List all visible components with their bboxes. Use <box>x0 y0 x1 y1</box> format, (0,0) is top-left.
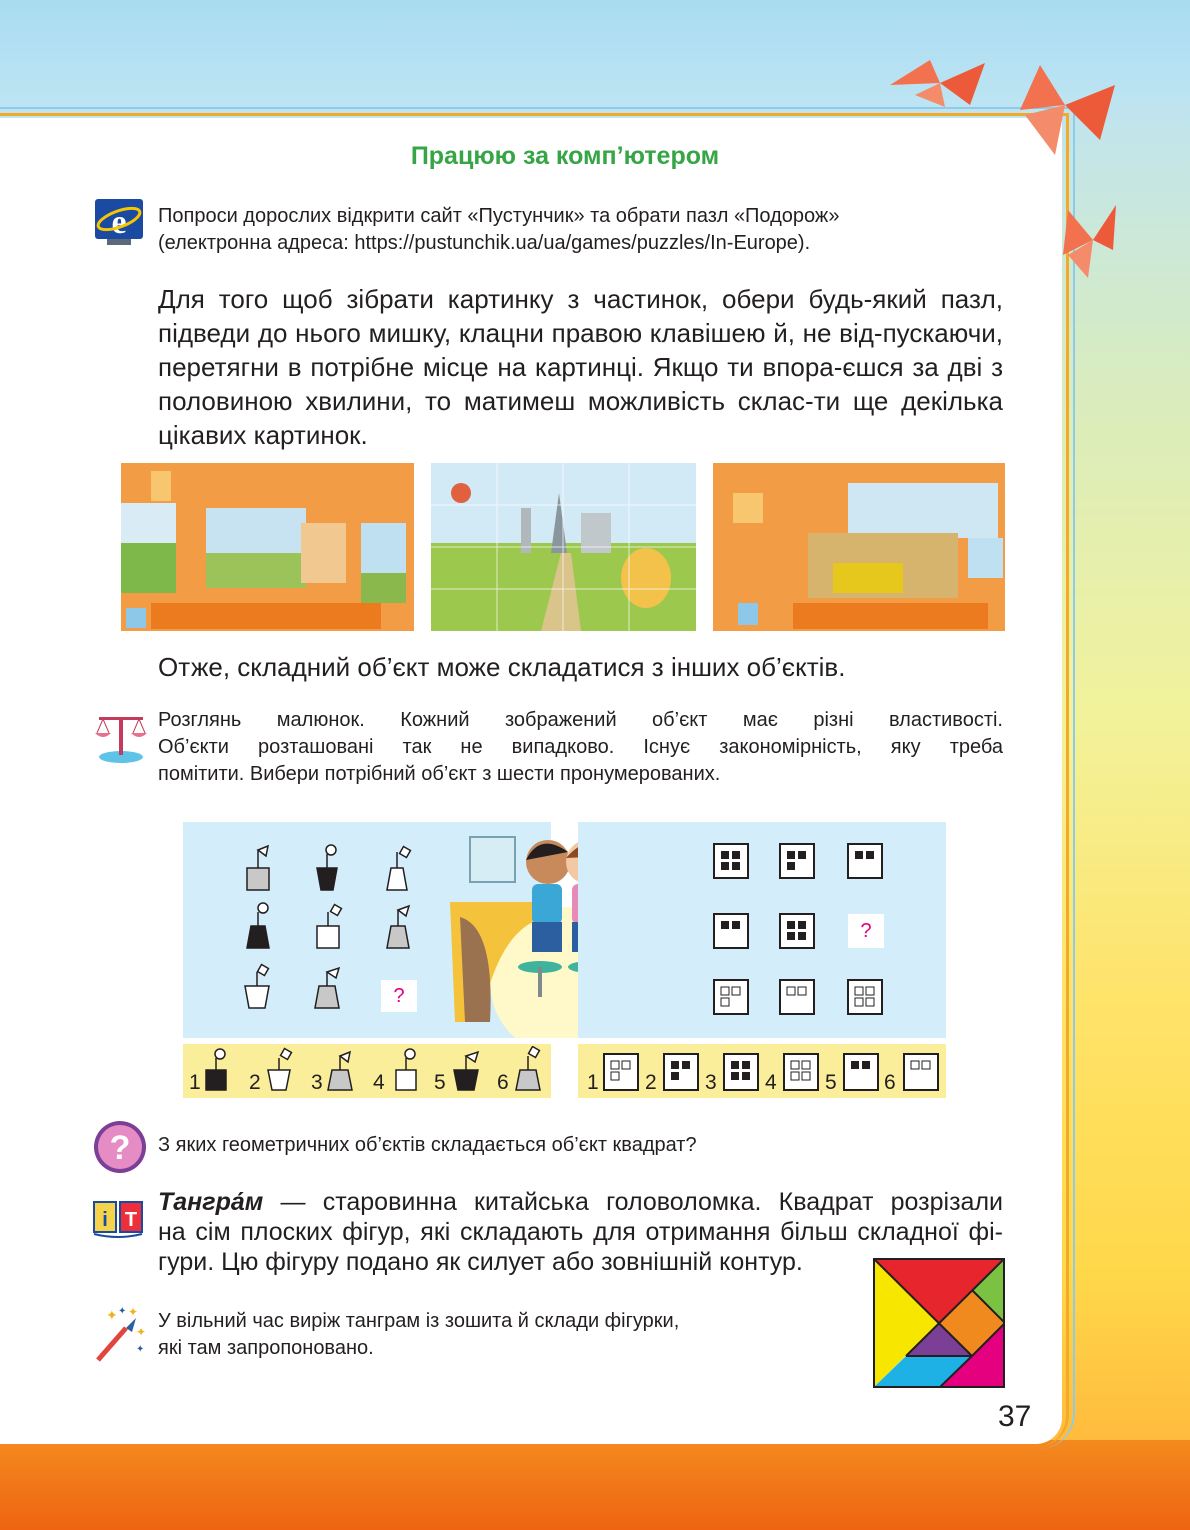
paintbrush-sparkles-icon <box>92 1306 148 1364</box>
page-number: 37 <box>998 1400 1032 1433</box>
svg-text:✦: ✦ <box>136 1344 145 1355</box>
intro-line-2: (електронна адреса: https://pustunchik.ua/ua/games/puzzles/In-Europe). <box>158 232 811 254</box>
left-question-box: ? <box>381 980 417 1012</box>
puzzle-screenshot-3 <box>713 463 1005 631</box>
right-option-number[interactable]: 5 <box>825 1071 837 1094</box>
internet-browser-icon <box>93 197 145 247</box>
task-line-3: помітити. Вибери потрібний об’єкт з шести пронумерованих. <box>158 763 721 785</box>
section-heading: Працюю за комп’ютером <box>410 142 720 170</box>
question-icon <box>91 1119 149 1175</box>
svg-text:T: T <box>124 1209 138 1231</box>
svg-text:✦: ✦ <box>128 1306 139 1319</box>
puzzle-screenshot-2 <box>431 463 696 631</box>
info-badge-icon <box>92 1200 144 1240</box>
butterfly-icon <box>885 55 995 110</box>
activity-line-2: які там запропоновано. <box>158 1337 374 1359</box>
scales-icon <box>93 705 149 765</box>
right-option-number[interactable]: 6 <box>884 1071 896 1094</box>
svg-text:✦: ✦ <box>118 1306 127 1317</box>
right-option-number[interactable]: 3 <box>705 1071 717 1094</box>
intro-line-1: Попроси дорослих відкрити сайт «Пустунчик» та обрати пазл «Подорож» <box>158 205 840 227</box>
svg-text:?: ? <box>109 1129 131 1167</box>
conclusion-text: Отже, складний об’єкт може складатися з інших об’єктів. <box>158 652 846 682</box>
left-option-number[interactable]: 2 <box>249 1071 261 1094</box>
task-line-1: Розглянь малюнок. Кожний зображений об’єкт має різні властивості. <box>158 709 1003 731</box>
left-option-number[interactable]: 4 <box>373 1071 385 1094</box>
right-answer-options-icons <box>600 1048 945 1096</box>
left-option-number[interactable]: 1 <box>189 1071 201 1094</box>
info-line-1-rest: — старовинна китайська головоломка. Квадрат розрізали <box>263 1188 1003 1216</box>
svg-text:i: i <box>102 1209 108 1231</box>
left-option-number[interactable]: 6 <box>497 1071 509 1094</box>
svg-text:e: e <box>111 204 127 241</box>
right-option-number[interactable]: 4 <box>765 1071 777 1094</box>
puzzle-screenshot-1 <box>121 463 414 631</box>
tangram-square <box>873 1258 1005 1388</box>
right-question-box: ? <box>848 914 884 948</box>
svg-text:✦: ✦ <box>136 1325 147 1339</box>
activity-line-1: У вільний час виріж танграм із зошита й склади фігурки, <box>158 1310 680 1332</box>
task-line-2: Об’єкти розташовані так не випадково. Існує закономірність, яку треба <box>158 736 1003 758</box>
svg-text:✦: ✦ <box>106 1307 118 1323</box>
right-option-number[interactable]: 1 <box>587 1071 599 1094</box>
info-line-1 <box>158 1186 1003 1218</box>
info-line-2: на сім плоских фігур, які складають для отримання більш складної фі- <box>158 1218 1003 1246</box>
info-line-3: гури. Цю фігуру подано як силует або зовнішній контур. <box>158 1248 803 1276</box>
tangram-term: Тангра́м <box>158 1188 264 1216</box>
left-option-number[interactable]: 3 <box>311 1071 323 1094</box>
right-option-number[interactable]: 2 <box>645 1071 657 1094</box>
question-text: З яких геометричних об’єктів складається об’єкт квадрат? <box>158 1134 697 1156</box>
left-answer-options-icons <box>200 1046 545 1094</box>
main-paragraph: Для того щоб зібрати картинку з частинок, обери будь-який пазл, підведи до нього мишку, клацни правою клавішею й, не від-пускаючи, перетягни в потрібне місце на картинці. Якщо ти впора-єшся за дві з половиною хвилини, то матимеш можливість склас-ти ще декілька цікавих картинок. <box>158 284 1003 450</box>
bottom-orange-band <box>0 1440 1190 1530</box>
left-option-number[interactable]: 5 <box>434 1071 446 1094</box>
butterfly-icon <box>1058 200 1118 280</box>
